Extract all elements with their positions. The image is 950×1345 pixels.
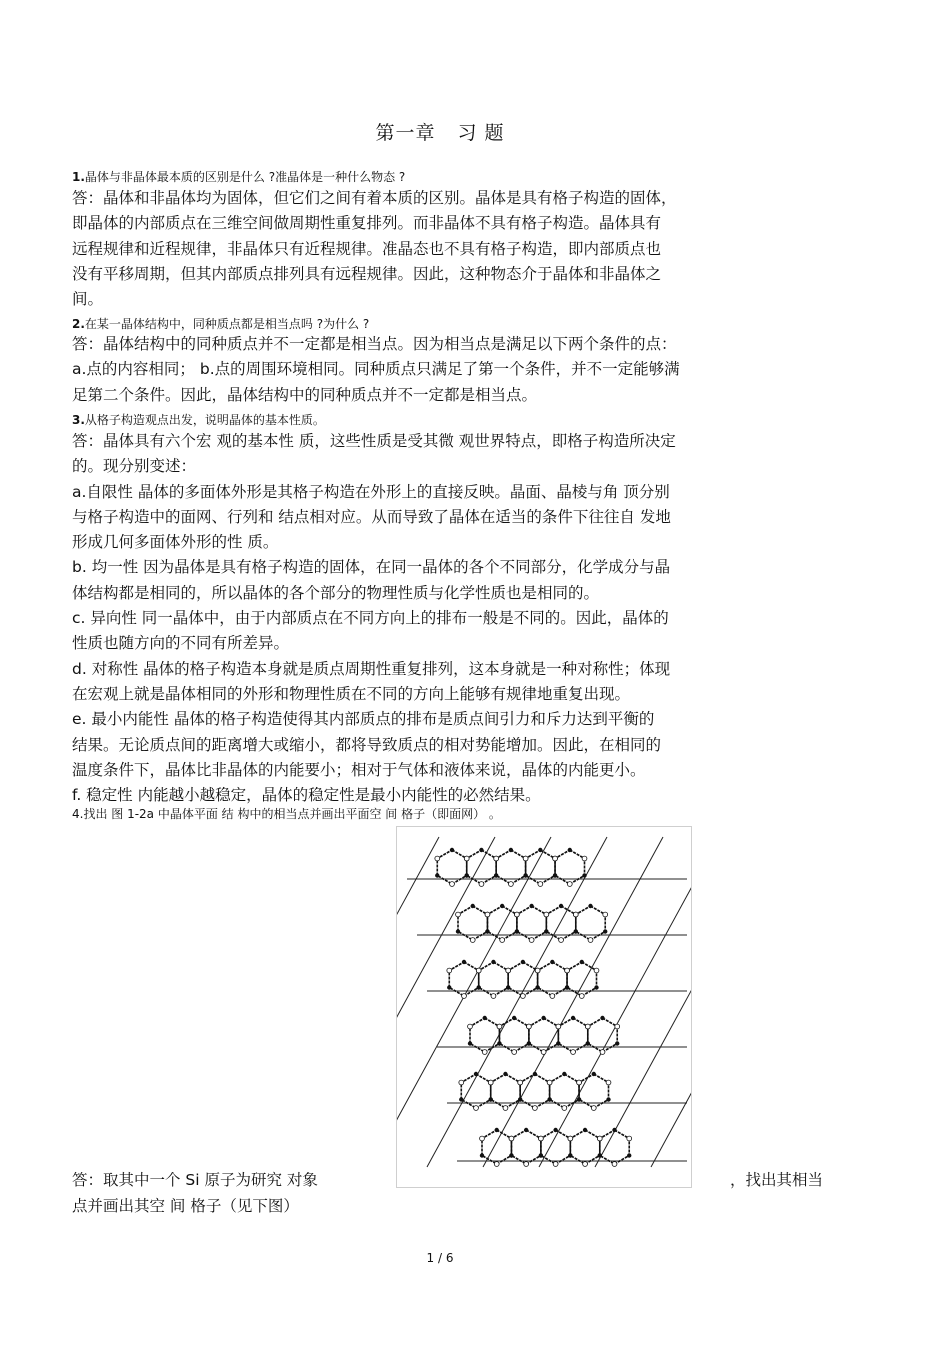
atom-node	[577, 1098, 581, 1102]
atom-node	[583, 874, 587, 878]
atom-node	[435, 856, 440, 861]
atom-node	[559, 904, 563, 908]
atom-node	[524, 1128, 528, 1132]
atom-node	[569, 1154, 573, 1158]
atom-node	[554, 1128, 558, 1132]
atom-node	[450, 848, 454, 852]
atom-node	[480, 1154, 484, 1158]
answer-2	[72, 332, 680, 408]
atom-node	[509, 848, 513, 852]
atom-node	[447, 986, 451, 990]
atom-node	[597, 1136, 602, 1141]
atom-node	[459, 1080, 464, 1085]
atom-node	[553, 874, 557, 878]
lattice-diagram	[397, 827, 691, 1187]
atom-node	[585, 1024, 590, 1029]
question-3: 3.从格子构造观点出发，说明晶体的基本性质。	[72, 413, 325, 427]
atom-node	[480, 848, 484, 852]
atom-node	[468, 1042, 472, 1046]
atom-node	[495, 1128, 499, 1132]
atom-node	[491, 994, 496, 999]
atom-node	[521, 960, 525, 964]
atom-node	[456, 912, 461, 917]
atom-node	[477, 986, 481, 990]
atom-node	[471, 904, 475, 908]
atom-node	[447, 968, 452, 973]
atom-node	[503, 1106, 508, 1111]
hexagon-ring	[541, 1130, 570, 1164]
atom-node	[551, 960, 555, 964]
answer-line: 体结构都是相同的，所以晶体的各个部分的物理性质与化学性质也是相同的。	[72, 583, 600, 602]
atom-node	[479, 882, 484, 887]
answer-line: 温度条件下，晶体比非晶体的内能要小；相对于气体和液体来说，晶体的内能更小。	[72, 760, 646, 779]
atom-node	[627, 1154, 631, 1158]
atom-node	[556, 1024, 561, 1029]
answer-line: 即晶体的内部质点在三维空间做周期性重复排列。而非晶体不具有格子构造。晶体具有	[72, 214, 662, 233]
hexagon-ring	[482, 1130, 511, 1164]
answer-line: 形成几何多面体外形的性 质。	[72, 533, 279, 552]
atom-node	[435, 874, 439, 878]
lattice-diagonal-line	[397, 837, 551, 1167]
atom-node	[548, 1098, 552, 1102]
atom-node	[603, 930, 607, 934]
atom-node	[524, 874, 528, 878]
atom-node	[535, 968, 540, 973]
atom-node	[464, 856, 469, 861]
atom-node	[600, 1050, 605, 1055]
atom-node	[526, 1024, 531, 1029]
page-title	[0, 118, 880, 145]
answer-4-line2: 点并画出其空 间 格子（见下图）	[72, 1197, 299, 1215]
page-number: 1 / 6	[426, 1251, 454, 1265]
atom-node	[615, 1024, 620, 1029]
atom-node	[476, 968, 481, 973]
atom-node	[544, 912, 549, 917]
answer-line: 没有平移周期，但其内部质点排列具有远程规律。因此，这种物态介于晶体和非晶体之	[72, 264, 662, 283]
crystal-structure-figure	[396, 826, 692, 1188]
atom-node	[568, 848, 572, 852]
atom-node	[520, 994, 525, 999]
atom-node	[494, 1162, 499, 1167]
atom-node	[470, 938, 475, 943]
atom-node	[579, 994, 584, 999]
answer-line: 结果。无论质点间的距离增大或缩小，都将导致质点的相对势能增加。因此，在相同的	[72, 735, 662, 754]
atom-node	[568, 1136, 573, 1141]
atom-node	[506, 968, 511, 973]
atom-node	[482, 1050, 487, 1055]
atom-node	[510, 1154, 514, 1158]
answer-1	[72, 186, 677, 312]
atom-node	[480, 1136, 485, 1141]
answer-4-end: ，找出其相当	[730, 1171, 824, 1189]
atom-node	[565, 986, 569, 990]
answer-line: a.自限性 晶体的多面体外形是其格子构造在外形上的直接反映。晶面、晶棱与角 顶分别	[72, 482, 670, 501]
atom-node	[532, 1106, 537, 1111]
atom-node	[459, 1098, 463, 1102]
answer-line: c. 异向性 同一晶体中，由于内部质点在不同方向上的排布一般是不同的。因此，晶体的	[72, 609, 669, 628]
atom-node	[583, 1128, 587, 1132]
atom-node	[582, 856, 587, 861]
atom-node	[565, 968, 570, 973]
answer-line: f. 稳定性 内能越小越稳定，晶体的稳定性是最小内能性的必然结果。	[72, 786, 541, 805]
atom-node	[583, 1162, 588, 1167]
atom-node	[509, 1136, 514, 1141]
atom-node	[595, 986, 599, 990]
atom-node	[571, 1050, 576, 1055]
atom-node	[529, 938, 534, 943]
atom-node	[580, 960, 584, 964]
atom-node	[594, 968, 599, 973]
lattice-diagonal-line	[427, 837, 607, 1167]
atom-node	[573, 912, 578, 917]
answer-line: b. 均一性 因为晶体是具有格子构造的固体，在同一晶体的各个不同部分，化学成分与晶	[72, 558, 671, 577]
answer-line: 远程规律和近程规律，非晶体只有近程规律。准晶态也不具有格子构造，即内部质点也	[72, 239, 662, 258]
atom-node	[498, 1042, 502, 1046]
answer-line: e. 最小内能性 晶体的格子构造使得其内部质点的排布是质点间引力和斥力达到平衡的	[72, 710, 655, 729]
atom-node	[541, 1050, 546, 1055]
atom-node	[485, 912, 490, 917]
atom-node	[571, 1016, 575, 1020]
atom-node	[533, 1072, 537, 1076]
atom-node	[494, 856, 499, 861]
lattice-diagonal-line	[595, 837, 691, 1167]
atom-node	[607, 1098, 611, 1102]
atom-node	[465, 874, 469, 878]
atom-node	[553, 1162, 558, 1167]
atom-node	[591, 1106, 596, 1111]
atom-node	[557, 1042, 561, 1046]
answer-line: 足第二个条件。因此，晶体结构中的同种质点并不一定都是相当点。	[72, 385, 538, 404]
atom-node	[598, 1154, 602, 1158]
answer-4-start: 答：取其中一个 Si 原子为研究 对象	[72, 1171, 318, 1189]
answer-line: 与格子构造中的面网、行列和 结点相对应。从而导致了晶体在适当的条件下往往自 发地	[72, 507, 671, 526]
atom-node	[500, 938, 505, 943]
atom-node	[586, 1042, 590, 1046]
atom-node	[515, 930, 519, 934]
atom-node	[567, 882, 572, 887]
answer-line: a.点的内容相同； b.点的周围环境相同。同种质点只满足了第一个条件，并不一定能够满	[72, 360, 680, 379]
atom-node	[536, 986, 540, 990]
atom-node	[462, 994, 467, 999]
atom-node	[456, 930, 460, 934]
atom-node	[592, 1072, 596, 1076]
answer-line: d. 对称性 晶体的格子构造本身就是质点周期性重复排列，这本身就是一种对称性；体现	[72, 659, 671, 678]
hexagon-ring	[511, 1130, 540, 1164]
atom-node	[550, 994, 555, 999]
atom-node	[474, 1106, 479, 1111]
atom-node	[545, 930, 549, 934]
answer-line: 间。	[72, 290, 104, 309]
lattice-diagonal-line	[397, 837, 439, 1167]
atom-node	[462, 960, 466, 964]
atom-node	[486, 930, 490, 934]
atom-node	[577, 1080, 582, 1085]
atom-node	[468, 1024, 473, 1029]
atom-node	[562, 1106, 567, 1111]
answer-line: 在宏观上就是晶体相同的外形和物理性质在不同的方向上能够有规律地重复出现。	[72, 684, 631, 703]
section-label: 习 题	[457, 122, 505, 144]
atom-node	[508, 882, 513, 887]
atom-node	[574, 930, 578, 934]
answer-line: 答：晶体和非晶体均为固体，但它们之间有着本质的区别。晶体是具有格子构造的固体，	[72, 189, 677, 207]
atom-node	[518, 1080, 523, 1085]
atom-node	[588, 938, 593, 943]
atom-node	[539, 848, 543, 852]
atom-node	[506, 986, 510, 990]
atom-node	[514, 912, 519, 917]
atom-node	[500, 904, 504, 908]
atom-node	[497, 1024, 502, 1029]
atom-node	[559, 938, 564, 943]
atom-node	[483, 1016, 487, 1020]
atom-node	[494, 874, 498, 878]
atom-node	[524, 1162, 529, 1167]
atom-node	[539, 1154, 543, 1158]
atom-node	[488, 1080, 493, 1085]
atom-node	[589, 904, 593, 908]
atom-node	[527, 1042, 531, 1046]
answer-line: 性质也随方向的不同有所差异。	[72, 634, 290, 653]
atom-node	[538, 1136, 543, 1141]
answer-line: 答：晶体结构中的同种质点并不一定都是相当点。因为相当点是满足以下两个条件的点：	[72, 335, 677, 353]
atom-node	[450, 882, 455, 887]
atom-node	[547, 1080, 552, 1085]
atom-node	[538, 882, 543, 887]
answer-line: 答：晶体具有六个宏 观的基本性 质，这些性质是受其微 观世界特点，即格子构造所决定	[72, 432, 676, 450]
atom-node	[492, 960, 496, 964]
answer-3	[72, 429, 676, 808]
hexagon-ring	[600, 1130, 629, 1164]
atom-node	[518, 1098, 522, 1102]
atom-node	[563, 1072, 567, 1076]
atom-node	[530, 904, 534, 908]
question-2: 2.在某一晶体结构中，同种质点都是相当点吗 ?为什么 ?	[72, 317, 370, 331]
atom-node	[553, 856, 558, 861]
question-1: 1.晶体与非晶体最本质的区别是什么 ?准晶体是一种什么物态 ?	[72, 170, 406, 184]
atom-node	[615, 1042, 619, 1046]
chapter-label: 第一章	[375, 122, 436, 144]
atom-node	[523, 856, 528, 861]
atom-node	[606, 1080, 611, 1085]
atom-node	[603, 912, 608, 917]
answer-line: 的。现分别变述：	[72, 457, 197, 476]
atom-node	[601, 1016, 605, 1020]
hexagon-ring	[570, 1130, 599, 1164]
atom-node	[542, 1016, 546, 1020]
atom-node	[489, 1098, 493, 1102]
atom-node	[612, 1162, 617, 1167]
lattice-diagonal-line	[539, 837, 691, 1167]
atom-node	[613, 1128, 617, 1132]
atom-node	[474, 1072, 478, 1076]
atom-node	[627, 1136, 632, 1141]
question-4: 4.找出 图 1-2a 中晶体平面 结 构中的相当点并画出平面空 间 格子（即面网） 。	[72, 807, 501, 821]
atom-node	[512, 1050, 517, 1055]
atom-node	[504, 1072, 508, 1076]
atom-node	[512, 1016, 516, 1020]
